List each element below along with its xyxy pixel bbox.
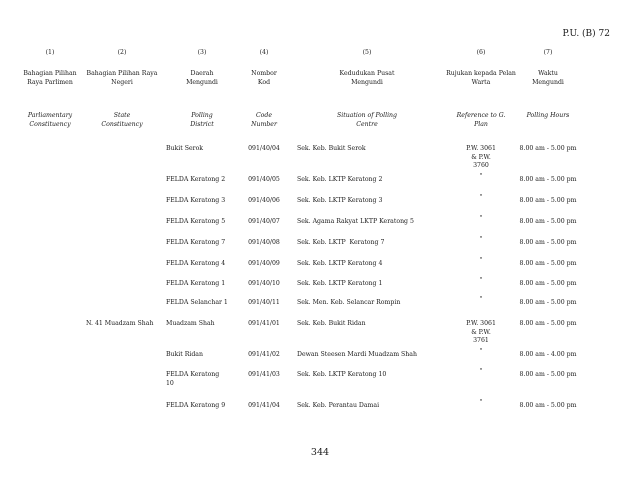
- code-number: 091/41/03: [248, 371, 280, 378]
- polling-district: Muadzam Shah: [166, 320, 215, 327]
- col-header-english-3: Polling District: [190, 112, 214, 128]
- col-number-1: (1): [45, 49, 55, 56]
- code-number: 091/40/06: [248, 197, 280, 204]
- code-number: 091/40/09: [248, 260, 280, 267]
- polling-district: FELDA Keratong 5: [166, 218, 226, 225]
- polling-district: Bukit Ridan: [166, 351, 203, 358]
- gazette-plan: ": [479, 277, 483, 284]
- polling-centre: Sek. Keb. Bukit Serok: [297, 145, 366, 152]
- code-number: 091/41/01: [248, 320, 280, 327]
- polling-centre: Sek. Keb. LKTP Keratong 3: [297, 197, 383, 204]
- col-number-5: (5): [362, 49, 372, 56]
- polling-centre: Sek. Agama Rakyat LKTP Keratong 5: [297, 218, 414, 225]
- polling-hours: 8.00 am - 5.00 pm: [519, 299, 577, 306]
- page-number: 344: [310, 447, 330, 458]
- polling-hours: 8.00 am - 5.00 pm: [519, 280, 577, 287]
- polling-district: FELDA Keratong 10: [166, 371, 220, 387]
- col-header-malay-4: Nombor Kod: [251, 70, 277, 86]
- col-number-6: (6): [476, 49, 486, 56]
- col-header-malay-7: Waktu Mengundi: [532, 70, 564, 86]
- polling-centre: Dewan Steesen Mardi Muadzam Shah: [297, 351, 417, 358]
- polling-hours: 8.00 am - 5.00 pm: [519, 239, 577, 246]
- col-header-english-7: Polling Hours: [526, 112, 570, 119]
- polling-district: Bukit Serok: [166, 145, 204, 152]
- col-header-malay-1: Bahagian Pilihan Raya Parlimen: [23, 70, 77, 86]
- gazette-plan: P.W. 3061 & P.W. 3761: [466, 320, 496, 345]
- polling-centre: Sek. Keb. Bukit Ridan: [297, 320, 366, 327]
- gazette-plan: ": [479, 236, 483, 243]
- code-number: 091/40/05: [248, 176, 280, 183]
- code-number: 091/41/02: [248, 351, 280, 358]
- polling-district: FELDA Keratong 2: [166, 176, 226, 183]
- col-number-3: (3): [197, 49, 207, 56]
- polling-centre: Sek. Keb. LKTP Keratong 2: [297, 176, 383, 183]
- col-header-english-6: Reference to G. Plan: [456, 112, 506, 128]
- col-header-english-1: Parliamentary Constituency: [27, 112, 73, 128]
- col-header-malay-2: Bahagian Pilihan Raya Negeri: [86, 70, 158, 86]
- polling-hours: 8.00 am - 5.00 pm: [519, 320, 577, 327]
- code-number: 091/40/07: [248, 218, 280, 225]
- gazette-plan: ": [479, 257, 483, 264]
- polling-centre: Sek. Men. Keb. Selancar Rompin: [297, 299, 401, 306]
- polling-hours: 8.00 am - 4.00 pm: [519, 351, 577, 358]
- polling-district: FELDA Keratong 1: [166, 280, 226, 287]
- col-header-english-4: Code Number: [251, 112, 277, 128]
- col-header-english-2: State Constituency: [101, 112, 143, 128]
- polling-district: FELDA Keratong 4: [166, 260, 226, 267]
- gazette-plan: ": [479, 296, 483, 303]
- gazette-plan: ": [479, 215, 483, 222]
- polling-district: FELDA Keratong 3: [166, 197, 226, 204]
- polling-centre: Sek. Keb. Perantau Damai: [297, 402, 380, 409]
- code-number: 091/40/10: [248, 280, 280, 287]
- polling-centre: Sek. Keb. LKTP Keratong 7: [297, 239, 385, 246]
- polling-district: FELDA Keratong 9: [166, 402, 226, 409]
- polling-district: FELDA Keratong 7: [166, 239, 226, 246]
- polling-hours: 8.00 am - 5.00 pm: [519, 176, 577, 183]
- gazette-plan: ": [479, 348, 483, 355]
- polling-hours: 8.00 am - 5.00 pm: [519, 371, 577, 378]
- gazette-plan: ": [479, 173, 483, 180]
- state-constituency: N. 41 Muadzam Shah: [86, 320, 154, 327]
- col-number-7: (7): [543, 49, 553, 56]
- polling-hours: 8.00 am - 5.00 pm: [519, 402, 577, 409]
- col-header-malay-3: Daerah Mengundi: [186, 70, 218, 86]
- col-number-4: (4): [259, 49, 269, 56]
- col-header-malay-5: Kedudukan Pusat Mengundi: [339, 70, 395, 86]
- code-number: 091/40/11: [248, 299, 280, 306]
- code-number: 091/41/04: [248, 402, 280, 409]
- gazette-plan: ": [479, 368, 483, 375]
- polling-hours: 8.00 am - 5.00 pm: [519, 145, 577, 152]
- col-number-2: (2): [117, 49, 127, 56]
- polling-centre: Sek. Keb. LKTP Keratong 4: [297, 260, 383, 267]
- gazette-plan: P.W. 3061 & P.W. 3760: [466, 145, 496, 170]
- polling-centre: Sek. Keb. LKTP Keratong 10: [297, 371, 387, 378]
- gazette-plan: ": [479, 399, 483, 406]
- col-header-english-5: Situation of Polling Centre: [336, 112, 398, 128]
- polling-district: FELDA Selanchar 1: [166, 299, 228, 306]
- polling-hours: 8.00 am - 5.00 pm: [519, 218, 577, 225]
- polling-hours: 8.00 am - 5.00 pm: [519, 197, 577, 204]
- page-reference: P.U. (B) 72: [562, 29, 610, 39]
- code-number: 091/40/04: [248, 145, 280, 152]
- polling-hours: 8.00 am - 5.00 pm: [519, 260, 577, 267]
- col-header-malay-6: Rujukan kepada Pelan Warta: [446, 70, 516, 86]
- gazette-plan: ": [479, 194, 483, 201]
- code-number: 091/40/08: [248, 239, 280, 246]
- polling-centre: Sek. Keb. LKTP Keratong 1: [297, 280, 383, 287]
